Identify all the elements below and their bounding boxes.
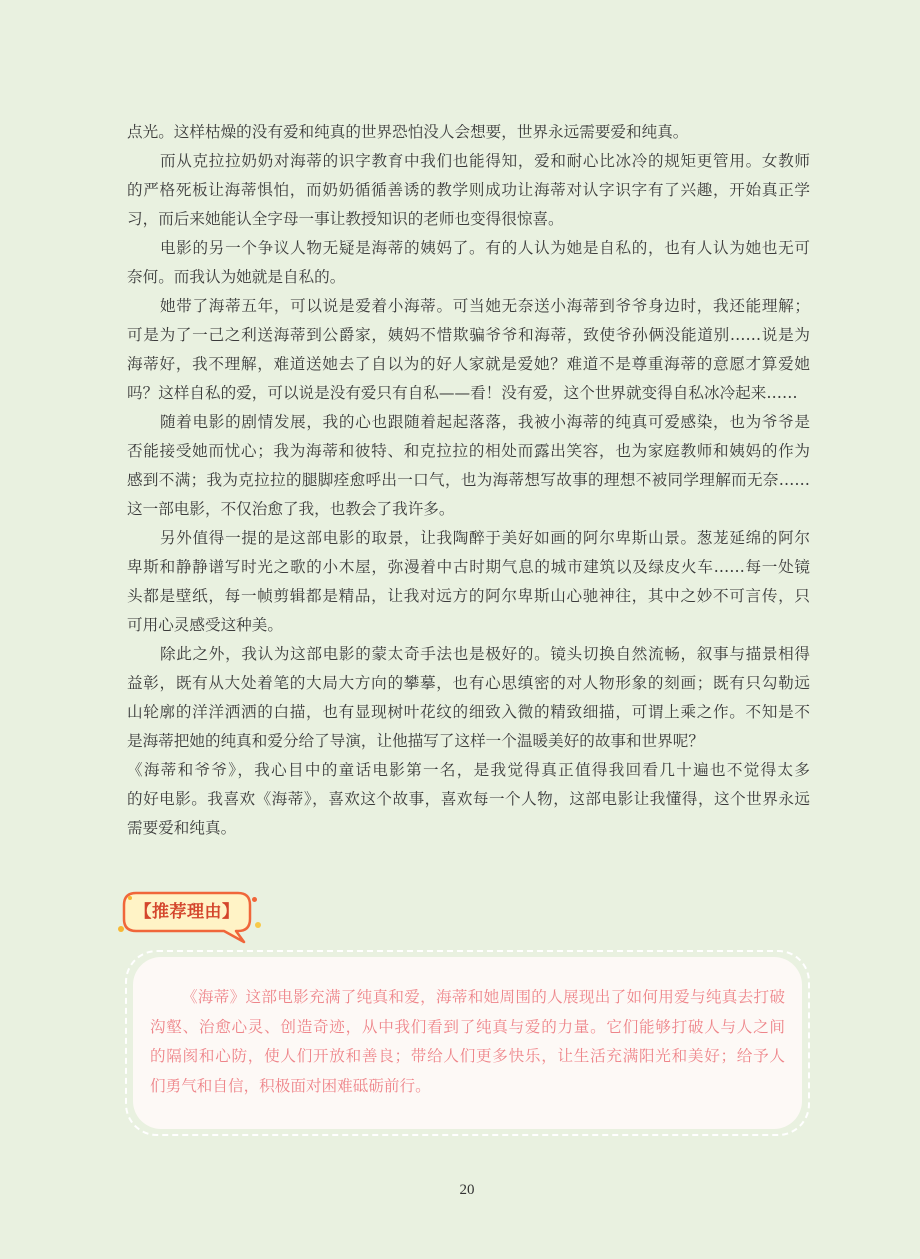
body-line: 可用心灵感受这种美。 [127,616,283,634]
body-line: 可是为了一己之利送海蒂到公爵家，姨妈不惜欺骗爷爷和海蒂，致使爷孙俩没能道别……说是为 [127,326,810,344]
body-line: 她带了海蒂五年，可以说是爱着小海蒂。可当她无奈送小海蒂到爷爷身边时，我还能理解； [160,297,810,315]
body-line: 否能接受她而忧心；我为海蒂和彼特、和克拉拉的相处而露出笑容，也为家庭教师和姨妈的作为 [127,442,810,460]
body-line: 《海蒂和爷爷》，我心目中的童话电影第一名，是我觉得真正值得我回看几十遍也不觉得太多 [127,761,810,779]
body-line: 随着电影的剧情发展，我的心也跟随着起起落落，我被小海蒂的纯真可爱感染，也为爷爷是 [160,413,810,431]
body-line: 需要爱和纯真。 [127,819,237,837]
decorative-dot [128,896,132,900]
page-number: 20 [459,1182,475,1198]
body-line: 山轮廓的洋洋洒洒的白描，也有显现树叶花纹的细致入微的精致细描，可谓上乘之作。不知是不 [127,703,810,721]
body-line: 海蒂好，我不理解，难道送她去了自以为的好人家就是爱她？难道不是尊重海蒂的意愿才算爱她 [127,355,810,373]
body-line: 益彰，既有从大处着笔的大局大方向的攀摹，也有心思缜密的对人物形象的刻画；既有只勾勒远 [127,674,810,692]
decorative-dot [118,926,124,932]
body-line: 而从克拉拉奶奶对海蒂的识字教育中我们也能得知，爱和耐心比冰冷的规矩更管用。女教师 [160,152,810,170]
body-line: 卑斯和静静谱写时光之歌的小木屋，弥漫着中古时期气息的城市建筑以及绿皮火车……每一处镜 [127,558,810,576]
recommendation-badge [116,887,262,945]
body-line: 的好电影。我喜欢《海蒂》，喜欢这个故事，喜欢每一个人物，这部电影让我懂得，这个世界永远 [127,790,810,808]
recommendation-heading: 【推荐理由】 [134,902,240,922]
body-line: 另外值得一提的是这部电影的取景，让我陶醉于美好如画的阿尔卑斯山景。葱茏延绵的阿尔 [160,529,810,547]
body-line: 头都是壁纸，每一帧剪辑都是精品，让我对远方的阿尔卑斯山心驰神往，其中之妙不可言传，只 [127,587,810,605]
body-line: 除此之外，我认为这部电影的蒙太奇手法也是极好的。镜头切换自然流畅，叙事与描景相得 [160,645,810,663]
decorative-dot [255,922,261,928]
body-line: 的严格死板让海蒂惧怕，而奶奶循循善诱的教学则成功让海蒂对认字识字有了兴趣，开始真正学 [127,181,810,199]
recommendation-line: 《海蒂》这部电影充满了纯真和爱，海蒂和她周围的人展现出了如何用爱与纯真去打破 [182,988,785,1006]
body-line: 习，而后来她能认全字母一事让教授知识的老师也变得很惊喜。 [127,210,564,228]
recommendation-line: 们勇气和自信，积极面对困难砥砺前行。 [150,1076,431,1095]
decorative-dot [252,897,257,902]
recommendation-line: 沟壑、治愈心灵、创造奇迹，从中我们看到了纯真与爱的力量。它们能够打破人与人之间 [150,1017,785,1036]
body-line: 这一部电影，不仅治愈了我，也教会了我许多。 [127,500,455,518]
body-line: 点光。这样枯燥的没有爱和纯真的世界恐怕没人会想要，世界永远需要爱和纯真。 [127,123,689,141]
body-line: 是海蒂把她的纯真和爱分给了导演，让他描写了这样一个温暖美好的故事和世界呢？ [127,732,704,750]
body-line: 吗？这样自私的爱，可以说是没有爱只有自私——看！没有爱，这个世界就变得自私冰冷起来…… [127,384,798,402]
recommendation-text [150,983,785,1101]
recommendation-line: 的隔阂和心防，使人们开放和善良；带给人们更多快乐，让生活充满阳光和美好；给予人 [150,1047,785,1065]
body-text [127,118,810,843]
body-line: 电影的另一个争议人物无疑是海蒂的姨妈了。有的人认为她是自私的，也有人认为她也无可 [160,239,810,257]
body-line: 奈何。而我认为她就是自私的。 [127,268,346,286]
body-line: 感到不满；我为克拉拉的腿脚痊愈呼出一口气，也为海蒂想写故事的理想不被同学理解而无奈…… [127,471,810,489]
